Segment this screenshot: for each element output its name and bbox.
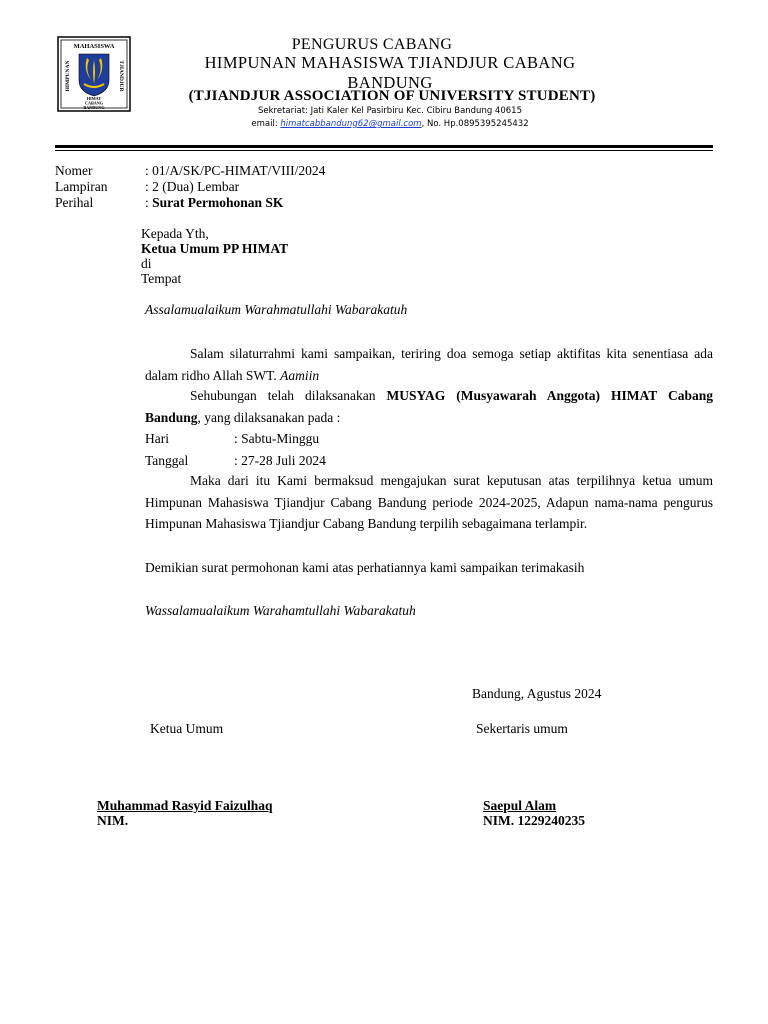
logo-top-text: MAHASISWA (73, 43, 115, 50)
hari-label: Hari (145, 431, 169, 446)
paragraph-musyag-event: MUSYAG (Musyawarah Anggota) HIMAT Cabang Bandung (145, 388, 714, 425)
letterhead-contact (140, 119, 640, 129)
logo-left-text: HIMPUNAN (65, 60, 71, 92)
recipient-name: Ketua Umum PP HIMAT (141, 241, 289, 256)
opening-greeting: Assalamualaikum Warahmatullahi Wabarakatuh (145, 302, 408, 317)
logo-bottom-text-2: CABANG (84, 100, 104, 106)
letterhead-organization-city: BANDUNG (347, 73, 433, 92)
logo-bottom-text-1: HIMAT (86, 96, 102, 101)
perihal-value (145, 195, 283, 211)
paragraph-request: Maka dari itu Kami bermaksud mengajukan surat keputusan atas terpilihnya ketua umum Himpunan Mahasiswa Tjiandjur Cabang Bandung periode 2024-2025, Adapun nama-nama pengurus Himpunan Mahasiswa Tjiandjur Cabang Bandung terpilih sebagaimana terlampir. (145, 473, 713, 532)
paragraph-musyag-post: , yang dilaksanakan pada : (197, 409, 341, 425)
left-signatory-name: Muhammad Rasyid Faizulhaq (97, 798, 273, 813)
right-signatory-role: Sekertaris umum (476, 721, 568, 736)
logo-right-text: TJIANDJUR (118, 60, 124, 92)
letterhead-divider-thin (55, 150, 713, 151)
lampiran-label: Lampiran (55, 179, 108, 194)
recipient-di: di (141, 256, 152, 271)
perihal-label: Perihal (55, 195, 94, 210)
tanggal-value: : 27-28 Juli 2024 (234, 453, 326, 468)
left-signatory-nim: NIM. (97, 813, 129, 828)
email-label: email: (251, 119, 281, 129)
lampiran-value: : 2 (Dua) Lembar (145, 179, 240, 194)
letterhead-english-name: (TJIANDJUR ASSOCIATION OF UNIVERSITY STUDENT) (188, 88, 596, 104)
logo-bottom-text-3: BANDUNG (83, 105, 105, 110)
paragraph-musyag-pre: Sehubungan telah dilaksanakan (190, 388, 387, 403)
right-signatory-nim: NIM. 1229240235 (483, 813, 585, 828)
paragraph-salam (145, 343, 713, 386)
letterhead-organization-main: HIMPUNAN MAHASISWA TJIANDJUR CABANG (204, 53, 576, 72)
recipient-salutation: Kepada Yth, (141, 226, 209, 241)
phone-number: , No. Hp.0895395245432 (421, 119, 529, 129)
left-signatory-role: Ketua Umum (150, 721, 224, 736)
perihal-subject: Surat Permohonan SK (152, 195, 284, 210)
nomor-value: : 01/A/SK/PC-HIMAT/VIII/2024 (145, 163, 326, 178)
letterhead-divider-thick (55, 145, 713, 148)
letterhead-address: Sekretariat: Jati Kaler Kel Pasirbiru Kec. Cibiru Bandung 40615 (258, 106, 522, 116)
right-signatory-name: Saepul Alam (483, 798, 557, 813)
email-link[interactable]: himatcabbandung62@gmail.com (280, 119, 422, 129)
paragraph-salam-aamiin: Aamiin (280, 367, 320, 383)
organization-logo (57, 36, 131, 112)
paragraph-musyag (145, 385, 713, 428)
paragraph-salam-text: Salam silaturrahmi kami sampaikan, teriring doa semoga setiap aktifitas kita senentiasa ada dalam ridho Allah SWT. (145, 346, 713, 383)
closing-greeting: Wassalamualaikum Warahamtullahi Wabarakatuh (145, 603, 416, 618)
hari-value: : Sabtu-Minggu (234, 431, 320, 446)
paragraph-closing-thanks: Demikian surat permohonan kami atas perhatiannya kami sampaikan terimakasih (145, 560, 585, 575)
letterhead-organization (140, 53, 640, 93)
letterhead-board: PENGURUS CABANG (291, 36, 453, 53)
recipient-place: Tempat (141, 271, 182, 286)
nomor-label: Nomer (55, 163, 93, 178)
place-date: Bandung, Agustus 2024 (472, 686, 602, 701)
perihal-colon: : (145, 195, 153, 210)
tanggal-label: Tanggal (145, 453, 189, 468)
